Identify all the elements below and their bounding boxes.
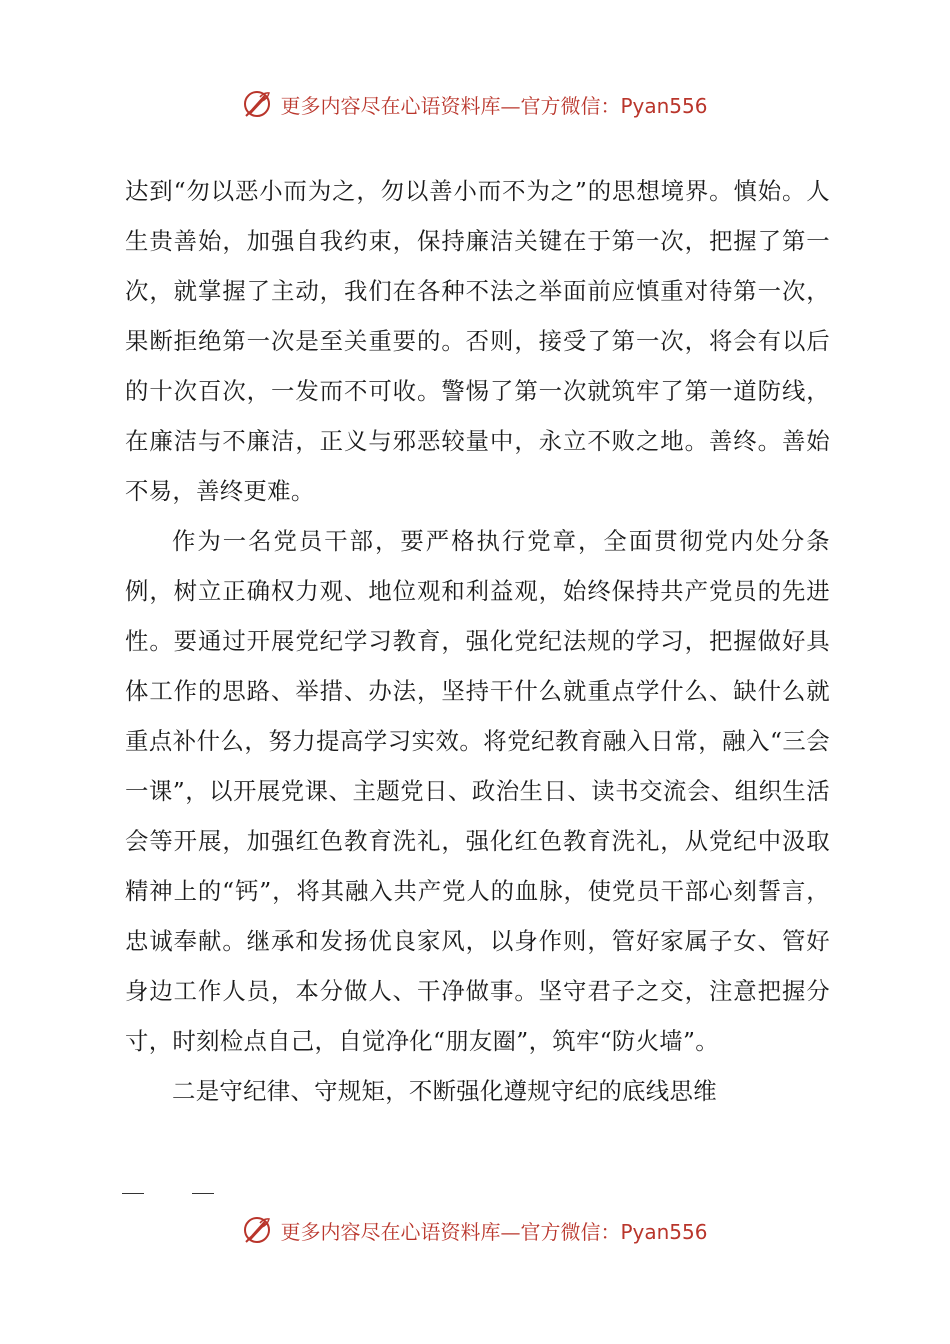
paragraph-2: 作为一名党员干部，要严格执行党章，全面贯彻党内处分条例，树立正确权力观、地位观和利益观，始终保持共产党员的先进性。要通过开展党纪学习教育，强化党纪法规的学习，把握做好具体工作的思路、举措、办法，坚持干什么就重点学什么、缺什么就重点补什么，努力提高学习实效。将党纪教育融入日常，融入“三会一课”，以开展党课、主题党日、政治生日、读书交流会、组织生活会等开展，加强红色教育洗礼，强化红色教育洗礼，从党纪中汲取精神上的“钙”，将其融入共产党人的血脉，使党员干部心刻誓言，忠诚奉献。继承和发扬优良家风，以身作则，管好家属子女、管好身边工作人员，本分做人、干净做事。坚守君子之交，注意把握分寸，时刻检点自己，自觉净化“朋友圈”，筑牢“防火墙”。	[125, 527, 830, 1055]
quill-pen-icon	[242, 89, 272, 119]
footer-marks	[122, 1193, 214, 1194]
footer-dash-right	[192, 1193, 214, 1194]
banner-text: 更多内容尽在心语资料库—官方微信：Pyan556	[280, 1219, 708, 1244]
header-banner	[0, 84, 950, 124]
section-heading: 二是守纪律、守规矩，不断强化遵规守纪的底线思维	[172, 1077, 717, 1105]
footer-dash-left	[122, 1193, 144, 1194]
paragraph-1: 达到“勿以恶小而为之，勿以善小而不为之”的思想境界。慎始。人生贵善始，加强自我约束，保持廉洁关键在于第一次，把握了第一次，就掌握了主动，我们在各种不法之举面前应慎重对待第一次，果断拒绝第一次是至关重要的。否则，接受了第一次，将会有以后的十次百次，一发而不可收。警惕了第一次就筑牢了第一道防线，在廉洁与不廉洁，正义与邪恶较量中，永立不败之地。善终。善始不易，善终更难。	[125, 177, 830, 505]
document-body	[125, 166, 830, 1116]
banner-text: 更多内容尽在心语资料库—官方微信：Pyan556	[280, 93, 708, 118]
quill-pen-icon	[242, 1215, 272, 1245]
footer-banner	[0, 1210, 950, 1250]
